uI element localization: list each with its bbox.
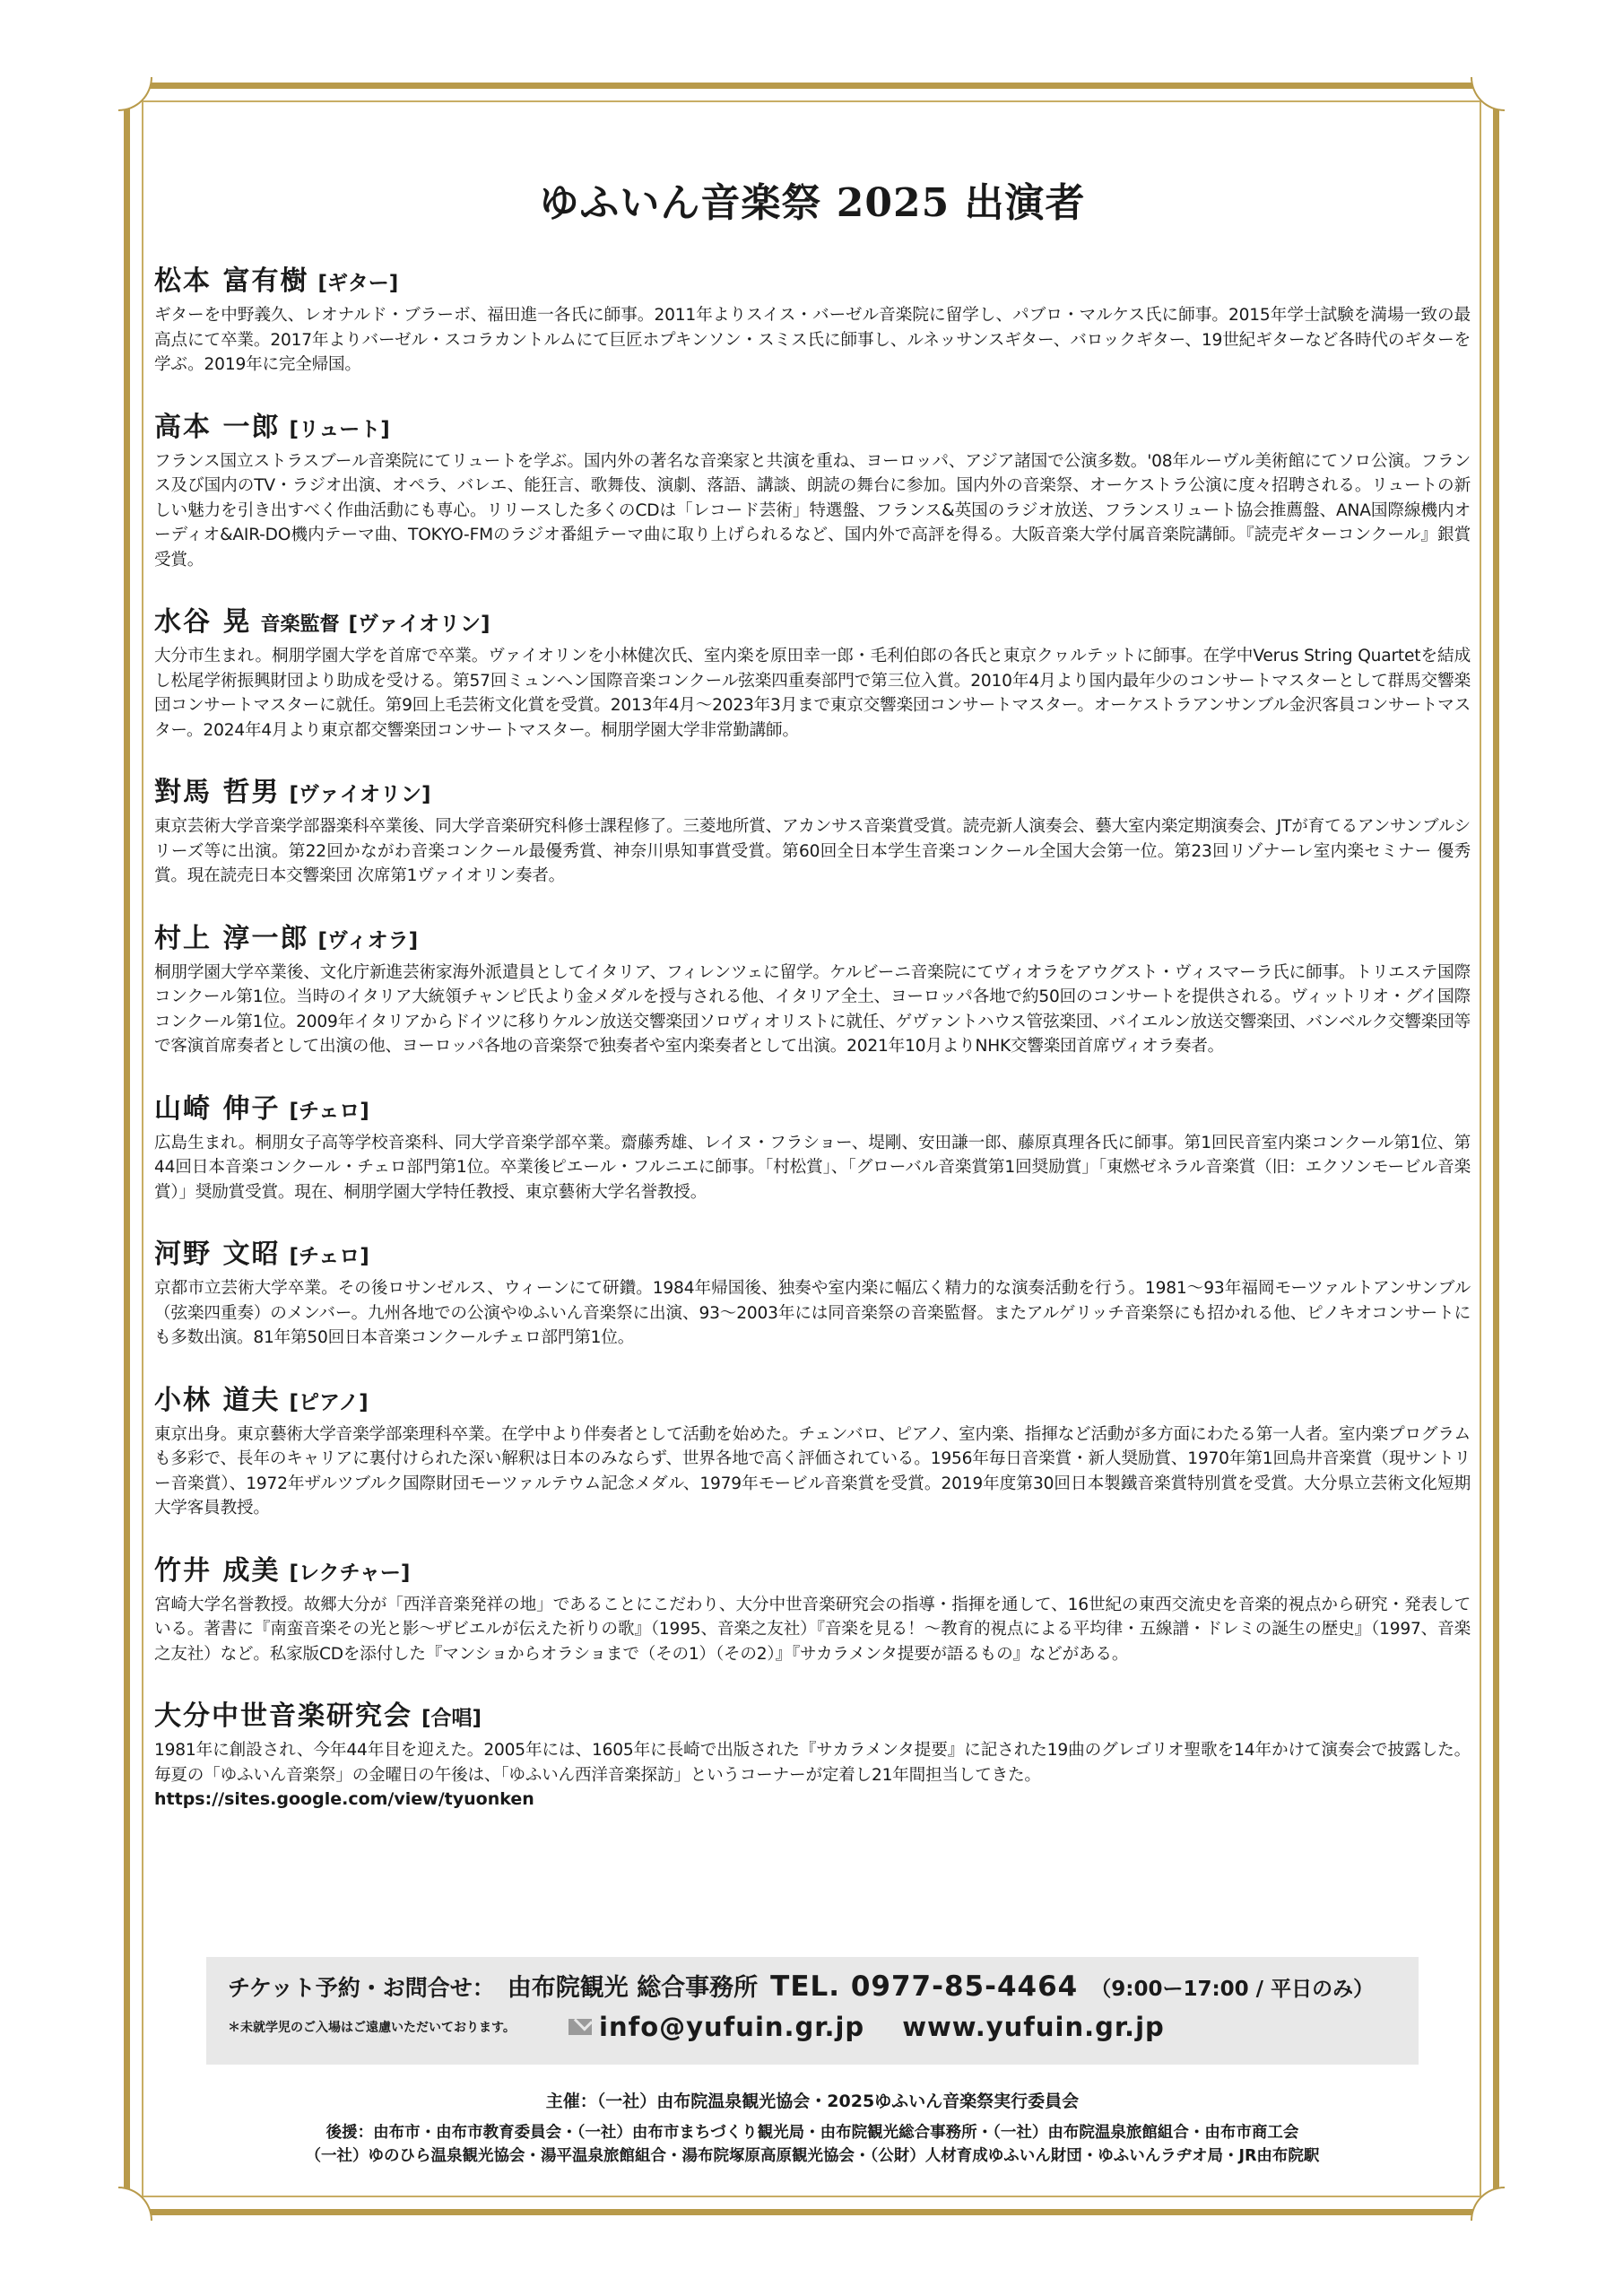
performer-instrument: [合唱] <box>421 1707 482 1730</box>
performer-entry <box>154 1548 1471 1667</box>
performer-bio: 東京出身。東京藝術大学音楽学部楽理科卒業。在学中より伴奏者として活動を始めた。チェンバロ、ピアノ、室内楽、指揮など活動が多方面にわたる第一人者。室内楽プログラムも多彩で、長年のキャリアに裏付けられた深い解釈は日本のみならず、世界各地で高く評価されている。1956年毎日音楽賞・新人奨励賞、1970年第1回鳥井音楽賞（現サントリー音楽賞）、1972年ザルツブルク国際財団モーツァルテウム記念メダル、1979年モービル音楽賞を受賞。2019年度第30回日本製鐵音楽賞特別賞を受賞。大分県立芸術文化短期大学客員教授。 <box>154 1424 1471 1518</box>
performer-name: 小林 道夫 <box>154 1384 281 1416</box>
ticket-office-name: 由布院観光 総合事務所 <box>507 1974 759 2002</box>
performer-entry <box>154 770 1471 889</box>
performer-instrument: [ヴィオラ] <box>317 928 419 952</box>
performer-instrument: [ヴァイオリン] <box>289 783 431 806</box>
performer-bio: 広島生まれ。桐朋女子高等学校音楽科、同大学音楽学部卒業。齋藤秀雄、レイヌ・フラショー、堤剛、安田謙一郎、藤原真理各氏に師事。第1回民音室内楽コンクール第1位、第44回日本音楽コンクール・チェロ部門第1位。卒業後ピエール・フルニエに師事。「村松賞」、「グローバル音楽賞第1回奨励賞」「東燃ゼネラル音楽賞（旧：エクソンモービル音楽賞）」奨励賞受賞。現在、桐朋学園大学特任教授、東京藝術大学名誉教授。 <box>154 1133 1471 1202</box>
performer-list <box>154 170 1471 1836</box>
performer-bio: 京都市立芸術大学卒業。その後ロサンゼルス、ウィーンにて研鑽。1984年帰国後、独奏や室内楽に幅広く精力的な演奏活動を行う。1981～93年福岡モーツァルトアンサンブル（弦楽四重奏）のメンバー。九州各地での公演やゆふいん音楽祭に出演、93～2003年には同音楽祭の音楽監督。またアルゲリッチ音楽祭にも招かれる他、ピノキオコンサートにも多数出演。81年第50回日本音楽コンクールチェロ部門第1位。 <box>154 1279 1471 1347</box>
performer-bio: 桐朋学園大学卒業後、文化庁新進芸術家海外派遣員としてイタリア、フィレンツェに留学。ケルビーニ音楽院にてヴィオラをアウグスト・ヴィスマーラ氏に師事。トリエステ国際コンクール第1位。当時のイタリア大統領チャンピ氏より金メダルを授与される他、イタリア全土、ヨーロッパ各地で約50回のコンサートを提供される。ヴィットリオ・グイ国際コンクール第1位。2009年イタリアからドイツに移りケルン放送交響楽団ソロヴィオリストに就任、ゲヴァントハウス管弦楽団、バイエルン放送交響楽団、バンベルク交響楽団等で客演首席奏者として出演の他、ヨーロッパ各地の音楽祭で独奏者や室内楽奏者として出演。2021年10月よりNHK交響楽団首席ヴィオラ奏者。 <box>154 962 1471 1056</box>
performer-entry <box>154 1378 1471 1521</box>
performer-name: 山崎 伸子 <box>154 1092 281 1125</box>
performer-bio: 1981年に創設され、今年44年目を迎えた。2005年には、1605年に長崎で出版された『サカラメンタ提要』に記された19曲のグレゴリオ聖歌を14年かけて演奏会で披露した。毎夏の「ゆふいん音楽祭」の金曜日の午後は、「ゆふいん西洋音楽探訪」というコーナーが定着し21年間担当してきた。 <box>154 1741 1471 1785</box>
ticket-website[interactable]: www.yufuin.gr.jp <box>902 2012 1165 2042</box>
performer-instrument: [チェロ] <box>289 1245 369 1268</box>
support-credit-line1: 後援：由布市・由布市教育委員会・（一社）由布市まちづくり観光局・由布院観光総合事務所・（一社）由布院温泉旅館組合・由布市商工会 <box>325 2124 1299 2142</box>
mail-icon <box>568 2019 592 2035</box>
performer-name: 大分中世音楽研究会 <box>154 1700 412 1732</box>
performer-name: 河野 文昭 <box>154 1239 281 1270</box>
ticket-hours: （9:00ー17:00 / 平日のみ） <box>1090 1978 1375 2001</box>
page-title: ゆふいん音楽祭 2025 出演者 <box>539 180 1086 226</box>
performer-entry <box>154 916 1471 1059</box>
performer-instrument: [チェロ] <box>289 1099 369 1123</box>
performer-entry <box>154 1693 1471 1809</box>
performer-name: 高本 一郎 <box>154 411 281 443</box>
ticket-phone[interactable]: TEL. 0977-85-4464 <box>770 1970 1079 2003</box>
performer-name: 松本 富有樹 <box>154 265 309 297</box>
ticket-email[interactable]: info@yufuin.gr.jp <box>599 2012 865 2042</box>
support-credit-line2: （一社）ゆのひら温泉観光協会・湯平温泉旅館組合・湯布院塚原高原観光協会・（公財）人材育成ゆふいん財団・ゆふいんラヂオ局・JR由布院駅 <box>305 2147 1320 2165</box>
group-website-link[interactable]: https://sites.google.com/view/tyuonken <box>154 1789 534 1809</box>
footer-credits <box>154 2088 1471 2168</box>
performer-entry <box>154 258 1471 378</box>
ticket-label: チケット予約・お問合せ： <box>228 1975 495 2001</box>
performer-entry <box>154 599 1471 743</box>
performer-entry <box>154 404 1471 573</box>
performer-entry <box>154 1086 1471 1205</box>
performer-instrument: [ヴァイオリン] <box>348 613 490 636</box>
performer-bio: 宮崎大学名誉教授。故郷大分が「西洋音楽発祥の地」であることにこだわり、大分中世音楽研究会の指導・指揮を通して、16世紀の東西交流史を音楽的視点から研究・発表している。著書に『南蛮音楽その光と影～ザビエルが伝えた祈りの歌』（1995、音楽之友社）『音楽を見る！～教育的視点による平均律・五線譜・ドレミの誕生の歴史』（1997、音楽之友社）など。私家版CDを添付した『マンショからオラショまで（その1）（その2）』『サカラメンタ提要が語るもの』などがある。 <box>154 1595 1471 1664</box>
performer-instrument: [リュート] <box>289 417 390 441</box>
performer-name: 對馬 哲男 <box>154 777 281 808</box>
host-credit: 主催：（一社）由布院温泉観光協会・2025ゆふいん音楽祭実行委員会 <box>545 2092 1080 2111</box>
performer-bio: フランス国立ストラスブール音楽院にてリュートを学ぶ。国内外の著名な音楽家と共演を重ね、ヨーロッパ、アジア諸国で公演多数。'08年ルーヴル美術館にてソロ公演。フランス及び国内のTV・ラジオ出演、オペラ、バレエ、能狂言、歌舞伎、演劇、落語、講談、朗読の舞台に参加。国内外の音楽祭、オーケストラ公演に度々招聘される。リュートの新しい魅力を引き出すべく作曲活動にも専心。リリースした多くのCDは「レコード芸術」特選盤、フランス&英国のラジオ放送、フランスリュート協会推薦盤、ANA国際線機内オーディオ&AIR-DO機内テーマ曲、TOKYO-FMのラジオ番組テーマ曲に取り上げられるなど、国内外で高評を得る。大阪音楽大学付属音楽院講師。『読売ギターコンクール』銀賞受賞。 <box>154 451 1471 570</box>
performer-bio: 大分市生まれ。桐朋学園大学を首席で卒業。ヴァイオリンを小林健次氏、室内楽を原田幸一郎・毛利伯郎の各氏と東京クヮルテットに師事。在学中Verus String Quartetを結成し松尾学術振興財団より助成を受ける。第57回ミュンヘン国際音楽コンクール弦楽四重奏部門で第三位入賞。2010年4月より国内最年少のコンサートマスターとして群馬交響楽団コンサートマスターに就任。第9回上毛芸術文化賞を受賞。2013年4月～2023年3月まで東京交響楽団コンサートマスター。オーケストラアンサンブル金沢客員コンサートマスター。2024年4月より東京都交響楽団コンサートマスター。桐朋学園大学非常勤講師。 <box>154 647 1471 740</box>
performer-name: 竹井 成美 <box>154 1554 281 1587</box>
performer-entry <box>154 1231 1471 1351</box>
ticket-info-box <box>206 1957 1419 2065</box>
admission-note: ＊未就学児のご入場はご遠慮いただいております。 <box>228 2021 516 2035</box>
performer-role: 音楽監督 <box>260 613 340 636</box>
performer-name: 村上 淳一郎 <box>154 922 309 954</box>
performer-name: 水谷 晃 <box>154 606 252 638</box>
performer-bio: 東京芸術大学音楽学部器楽科卒業後、同大学音楽研究科修士課程修了。三菱地所賞、アカンサス音楽賞受賞。読売新人演奏会、藝大室内楽定期演奏会、JTが育てるアンサンブルシリーズ等に出演。第22回かながわ音楽コンクール最優秀賞、神奈川県知事賞受賞。第60回全日本学生音楽コンクール全国大会第一位。第23回リゾナーレ室内楽セミナー 優秀賞。現在読売日本交響楽団 次席第1ヴァイオリン奏者。 <box>154 817 1471 885</box>
performer-instrument: [ピアノ] <box>289 1390 369 1414</box>
performer-instrument: [レクチャー] <box>289 1561 411 1585</box>
performer-instrument: [ギター] <box>317 272 399 295</box>
performer-bio: ギターを中野義久、レオナルド・ブラーボ、福田進一各氏に師事。2011年よりスイス・バーゼル音楽院に留学し、パブロ・マルケス氏に師事。2015年学士試験を満場一致の最高点にて卒業。2017年よりバーゼル・スコラカントルムにて巨匠ホプキンソン・スミス氏に師事し、ルネッサンスギター、バロックギター、19世紀ギターなど各時代のギターを学ぶ。2019年に完全帰国。 <box>154 306 1471 374</box>
